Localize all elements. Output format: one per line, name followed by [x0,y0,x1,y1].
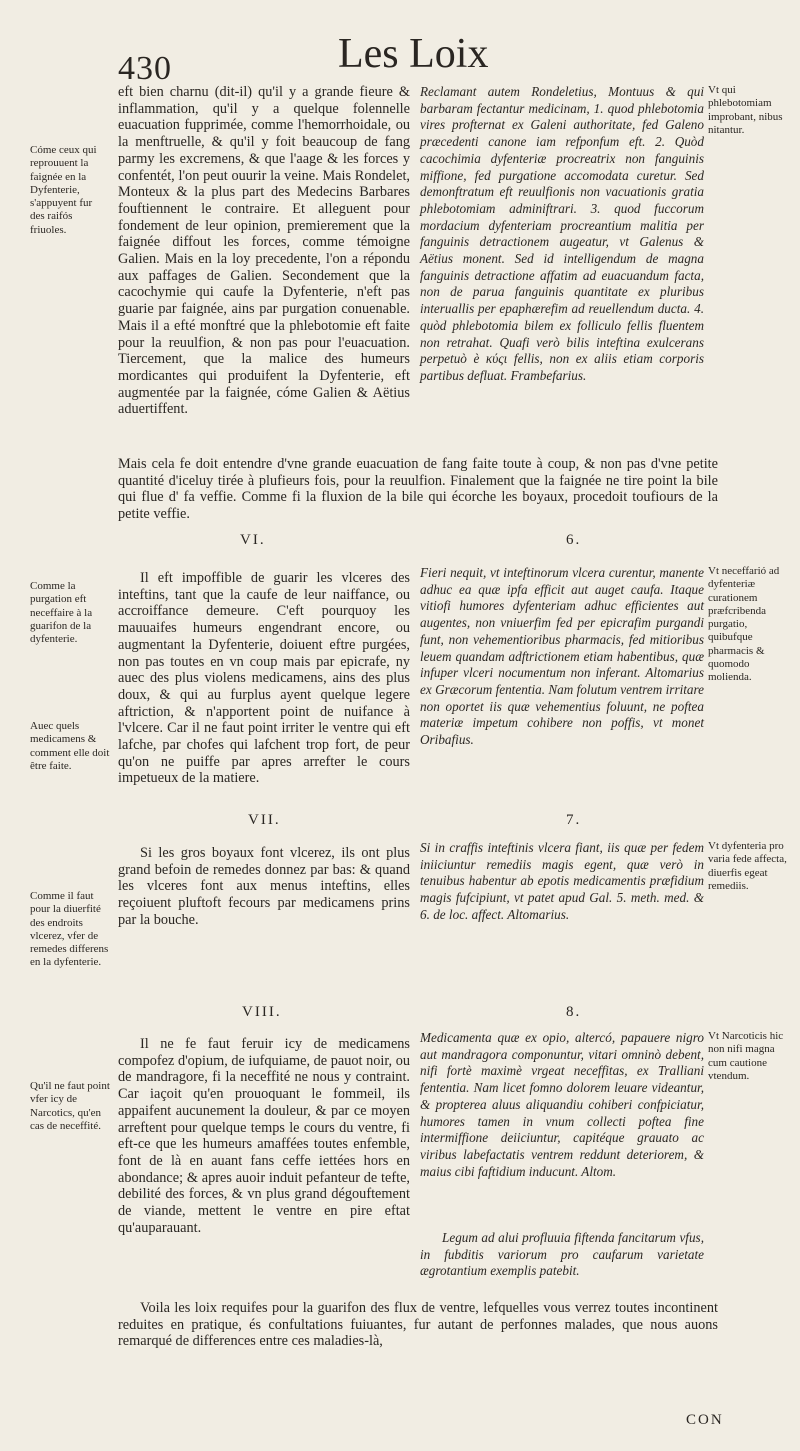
margin-note-right-1: Vt qui phlebotomiam improbant, nibus nitantur. [708,84,783,136]
margin-note-left-1: Cóme ceux qui reprouuent la faignée en la Dyfenterie, s'appuyent fur des raifós friuoles. [30,144,97,236]
section-8-latin-tail: Legum ad alui profluuia fiftenda fancitarum vfus, in fubditis variorum pro caufarum varietate ægrotantium exemplis patebit. [420,1230,704,1279]
margin-note-left-3: Auec quels medicamens & comment elle doit être faite. [30,720,110,772]
margin-note-left-4: Comme il faut pour la diuerfité des endroits vlcerez, vfer de remedes differens en la dyfenterie. [30,890,109,969]
latin-intro-paragraph: Reclamant autem Rondeletius, Montuus & qui barbaram fectantur medicinam, 1. quod phlebotomia vires profternat ex Galeni authoritate, fed Galeno præcedenti canone iam refponfum eft. 2. Quòd cacochimia dyfenteriæ procreatrix non fanguinis miffione, fed purgatione accomodata curetur. Sed demonftratum eft reuulfionis non vacuationis gratia phlebotomiam adminiftrari. 3. quod fuccorum mordacium dyfenteriam procreantium malitia per fanguinis detractionem augeatur, vt Galenus & Aëtius monent. Sed id intelligendum de magna fanguinis detractione affatim ad euacuandum facta, non de parua fanguinis quantitate ex pluribus interuallis per epaphærefim ad reuellendum ducta. 4. quòd phlebotomia bilem ex folliculo fellis fluentem non retrahat. Quafi verò bilis inteftina exulcerans perpetuò è κύςι fellis, non ex aliis etiam corporis partibus defluat. Frambefarius. [420,84,704,383]
intro-tail-paragraph: Mais cela fe doit entendre d'vne grande euacuation de fang faite toute à coup, & non pas d'vne petite quantité d'iceluy tirée à plufieurs fois, pour la reuulfion. Finalement que la faignée ne tire point la bile qui flue d' fa veffie. Comme fi la fluxion de la bile qui écorche les boyaux, procedoit toufiours de la petite veffie. [118,456,718,523]
margin-note-right-2: Vt neceffarió ad dyfenteriæ curationem præfcribenda purgatio, quibufque pharmacis & quomodo molienda. [708,565,780,684]
section-7-text: Si les gros boyaux font vlcerez, ils ont plus grand befoin de remedes donnez par bas: & quand les vlceres font aux menus inteftins, elles reçoiuent pluftoft fecours par medicamens prins par la bouche. [118,845,410,928]
section-6-heading: VI. [240,532,266,548]
margin-note-right-5: Vt Narcoticis hic non nifi magna cum cautione vtendum. [708,1030,784,1082]
section-7-latin-text: Si in craffis inteftinis vlcera fiant, iis quæ per fedem iniiciuntur remediis magis egent, quæ verò in tenuibus habentur ab epotis medicamentis præfidium magis fufcipiunt, vt patet apud Gal. 5. meth. med. & 6. de loc. affect. Altomarius. [420,840,704,922]
margin-note-left-5: Qu'il ne faut point vfer icy de Narcotics, qu'en cas de neceffité. [30,1080,110,1132]
section-8-text: Il ne fe faut feruir icy de medicamens compofez d'opium, de iufquiame, de pauot noir, ou de mandragore, fi la neceffité ne nous y contraint. Car iaçoit qu'en prouoquant le fommeil, ils appaifent aucunement la douleur, & par ce moyen arreftent pour quelque temps le cours du ventre, fi eft-ce que les humeurs amaffées toutes enfemble, font de là en auant fans ceffe iettées hors en abondance; & apres auoir induit pefanteur de tefte, debilité des forces, & vn plus grand dégouftement de viande, mettent le ventre en pire eftat qu'auparauant. [118,1036,410,1236]
section-7-heading: VII. [248,812,281,828]
running-title: Les Loix [338,31,489,77]
section-6-latin-text: Fieri nequit, vt inteftinorum vlcera curentur, manente adhuc ea quæ ipfa efficit aut auget caufa. Itaque vitiofi humores dyfenteriam adhuc efficientes aut augentes, non vniuerfim fed per epicrafim purgandi funt, non vehementioribus pharmacis, fed mitioribus leuem quandam adftrictionem etiam habentibus, quæ infuper vlceri nocumentum non inferant. Altomarius ex Græcorum fententia. Nam folutum ventrem irritare non oportet iis quæ vehementius foluunt, ne poftea materiæ impetum cohibere non poffis, vt monet Oribafius. [420,565,704,748]
section-8-latin-text: Medicamenta quæ ex opio, altercó, papauere nigro aut mandragora componuntur, vitari omninò debent, nifi fortè maximè vrgeat neceffitas, ex Tralliani fententia. Nam licet fomno dolorem leuare videantur, & propterea aluus aliquandiu cohiberi confpiciatur, humores tamen in vnum collecti poftea fine intermiffione deiiciuntur, capitéque grauato ac viribus labefactatis ventrem reddunt deteriorem, & maius cibi faftidium inducunt. Altom. [420,1030,704,1179]
margin-note-left-2: Comme la purgation eft neceffaire à la guarifon de la dyfenterie. [30,580,93,646]
intro-paragraph: eft bien charnu (dit-il) qu'il y a grande fieure & inflammation, qu'il y a quelque folennelle euacuation fupprimée, comme l'hemorrhoidale, ou la menftruelle, & qu'il y foit beaucoup de fang parmy les excremens, & que l'aage & les forces y confentét, l'on peut ouurir la veine. Mais Rondelet, Monteux & la plus part des Medecins Barbares fouftiennent le contraire. Et alleguent pour fondement de leur opinion, premierement que la faignée diffout les forces, comme témoigne Galien. Mais en la loy precedente, l'on a répondu aux paffages de Galien. Secondement que la cacochymie qui caufe la Dyfenterie, n'eft pas guarie par faignée, ains par purgation conuenable. Mais il a efté monftré que la phlebotomie eft faite pour la reuulfion, & non pas pour l'euacuation. Tiercement, que la malice des humeurs mordicantes qui produifent la Dyfenterie, eft augmentée par la faignée, cóme Galien & Aëtius aduertiffent. [118,84,410,418]
section-8-latin-number: 8. [566,1004,582,1020]
catchword: CON [686,1412,724,1428]
closing-paragraph: Voila les loix requifes pour la guarifon des flux de ventre, lefquelles vous verrez toutes incontinent reduites en pratique, és confultations fuiuantes, fur autant de perfonnes malades, que nous auons remarqué de differences entre ces maladies-là, [118,1300,718,1350]
page-number: 430 [118,50,172,87]
section-6-latin-number: 6. [566,532,582,548]
margin-note-right-4: Vt dyfenteria pro varia fede affecta, diuerfis egeat remediis. [708,840,787,892]
section-8-heading: VIII. [242,1004,282,1020]
section-6-text: Il eft impoffible de guarir les vlceres des inteftins, tant que la caufe de leur naiffance, ou accroiffance demeure. C'eft pourquoy les mauuaifes humeurs engendrant encore, ou augmentant la Dyfenterie, doiuent eftre purgées, non pas toutes en vn coup mais par epicrafe, ny auec des plus violens medicamens, ains des plus doux, & qui au furplus ayent quelque legere aftriction, & n'apportent point de nuifance à l'vlcere. Car il ne faut point irriter le ventre qui eft lafche, par chofes qui lafchent trop fort, de peur qu'on ne puiffe par apres arrefter le cours impetueux de la matiere. [118,570,410,787]
section-7-latin-number: 7. [566,812,582,828]
